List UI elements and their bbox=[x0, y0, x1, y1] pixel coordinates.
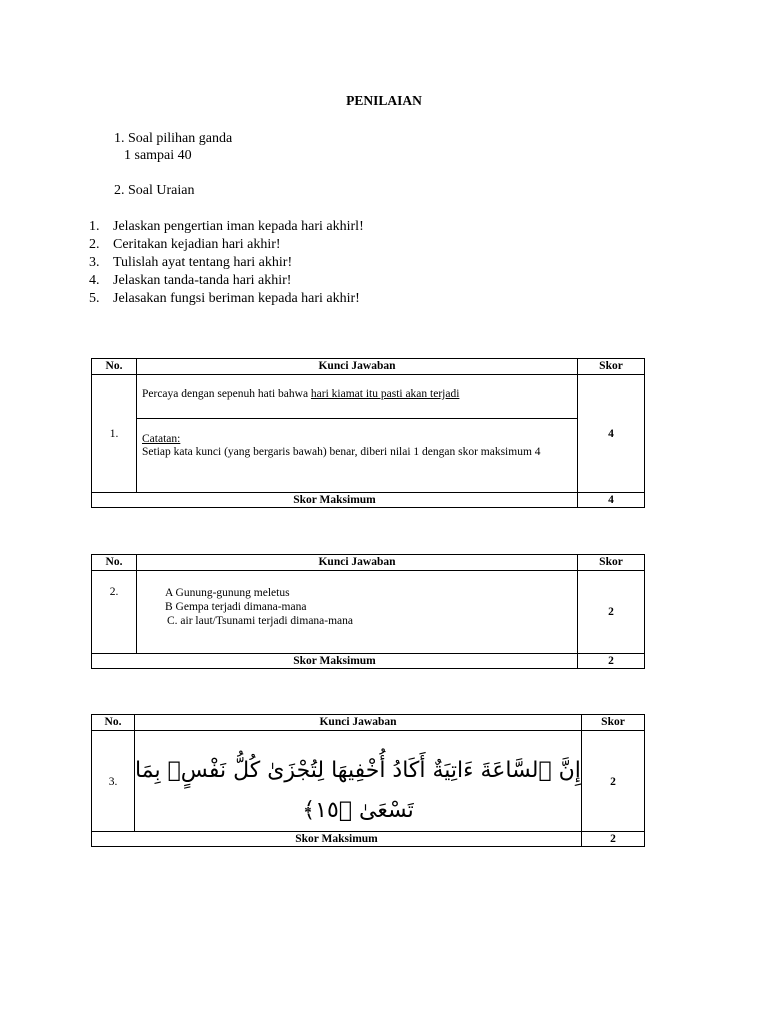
header-no: No. bbox=[92, 555, 137, 571]
page-title: PENILAIAN bbox=[346, 93, 422, 108]
row-number: 1. bbox=[92, 375, 137, 493]
question-item: 2. Ceritakan kejadian hari akhir! bbox=[89, 237, 281, 252]
question-list bbox=[89, 218, 364, 308]
section-pilihan-ganda-range: 1 sampai 40 bbox=[124, 148, 192, 163]
header-skor: Skor bbox=[578, 555, 645, 571]
answer-item: B Gempa terjadi dimana-mana bbox=[165, 601, 307, 613]
quran-verse: إِنَّ ٱلسَّاعَةَ ءَاتِيَةٌ أَكَادُ أُخْفِيهَا لِتُجْزَىٰ كُلُّ نَفْسٍۭ بِمَا تَسْعَىٰ ﴿١٥﴾ bbox=[135, 758, 581, 823]
max-score-value: 4 bbox=[578, 493, 645, 508]
header-kunci-jawaban: Kunci Jawaban bbox=[137, 359, 578, 375]
answer-key-table-1 bbox=[91, 358, 645, 508]
answer-key-table-2 bbox=[91, 554, 645, 669]
answer-text: Percaya dengan sepenuh hati bahwa hari kiamat itu pasti akan terjadi bbox=[137, 375, 578, 419]
answer-note bbox=[137, 419, 578, 493]
question-item: 5. Jelasakan fungsi beriman kepada hari akhir! bbox=[89, 291, 360, 306]
question-item: 3. Tulislah ayat tentang hari akhir! bbox=[89, 255, 293, 270]
answer-item: A Gunung-gunung meletus bbox=[165, 587, 290, 599]
question-item: 4. Jelaskan tanda-tanda hari akhir! bbox=[89, 273, 292, 288]
row-score: 2 bbox=[578, 571, 645, 654]
header-skor: Skor bbox=[578, 359, 645, 375]
max-score-label: Skor Maksimum bbox=[92, 832, 582, 847]
row-number: 3. bbox=[92, 731, 135, 832]
header-no: No. bbox=[92, 715, 135, 731]
note-text: Setiap kata kunci (yang bergaris bawah) benar, diberi nilai 1 dengan skor maksimum 4 bbox=[142, 446, 541, 458]
max-score-label: Skor Maksimum bbox=[92, 654, 578, 669]
row-score: 2 bbox=[582, 731, 645, 832]
max-score-value: 2 bbox=[578, 654, 645, 669]
section-pilihan-ganda: 1. Soal pilihan ganda bbox=[114, 131, 233, 146]
quran-verse-cell bbox=[135, 731, 582, 832]
answer-list bbox=[137, 571, 578, 654]
max-score-value: 2 bbox=[582, 832, 645, 847]
answer-keyword: hari kiamat itu pasti akan terjadi bbox=[310, 388, 460, 400]
answer-item: C. air laut/Tsunami terjadi dimana-mana bbox=[167, 615, 354, 627]
header-kunci-jawaban: Kunci Jawaban bbox=[137, 555, 578, 571]
header-skor: Skor bbox=[582, 715, 645, 731]
row-score: 4 bbox=[578, 375, 645, 493]
header-no: No. bbox=[92, 359, 137, 375]
question-item: 1. Jelaskan pengertian iman kepada hari akhirl! bbox=[89, 219, 364, 234]
max-score-label: Skor Maksimum bbox=[92, 493, 578, 508]
row-number: 2. bbox=[92, 571, 137, 654]
section-uraian: 2. Soal Uraian bbox=[114, 183, 195, 198]
header-kunci-jawaban: Kunci Jawaban bbox=[135, 715, 582, 731]
note-label: Catatan: bbox=[142, 433, 181, 445]
answer-key-table-3 bbox=[91, 714, 645, 847]
